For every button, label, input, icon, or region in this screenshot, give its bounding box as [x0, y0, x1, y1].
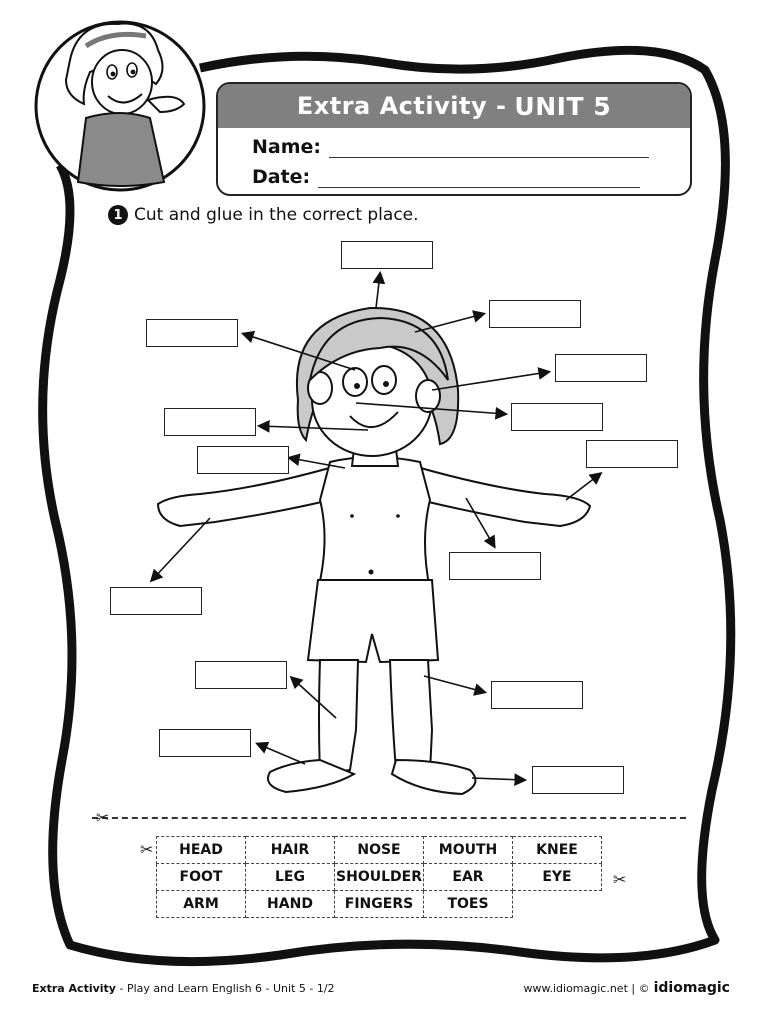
word-card[interactable]: KNEE: [513, 837, 602, 864]
cut-line: [92, 817, 686, 819]
activity-title: Extra Activity -: [296, 92, 507, 120]
word-card[interactable]: EAR: [424, 864, 513, 891]
footer-book-info: - Play and Learn English 6 - Unit 5 - 1/2: [115, 982, 335, 995]
word-card[interactable]: MOUTH: [424, 837, 513, 864]
scissors-icon: ✂: [96, 808, 110, 827]
word-cards-table: [156, 836, 602, 918]
label-box-knee[interactable]: [491, 681, 583, 709]
unit-label: UNIT 5: [514, 91, 612, 121]
scissors-icon: ✂: [140, 840, 154, 859]
footer-right: [524, 980, 731, 996]
word-row: [157, 837, 602, 864]
date-label: Date:: [252, 166, 311, 188]
empty-cell: [513, 891, 602, 918]
footer-website[interactable]: www.idiomagic.net | ©: [523, 981, 650, 995]
word-card[interactable]: TOES: [424, 891, 513, 918]
footer-activity: Extra Activity: [32, 982, 116, 995]
label-box-hair-top[interactable]: [341, 241, 433, 269]
word-card[interactable]: ARM: [157, 891, 246, 918]
name-label: Name:: [252, 136, 322, 158]
label-box-eye[interactable]: [146, 319, 238, 347]
word-card[interactable]: HEAD: [157, 837, 246, 864]
word-row: [157, 891, 602, 918]
label-box-ear[interactable]: [555, 354, 647, 382]
instruction-number: 1: [108, 205, 128, 225]
label-box-foot[interactable]: [159, 729, 251, 757]
word-card[interactable]: FINGERS: [335, 891, 424, 918]
label-box-shoulder[interactable]: [197, 446, 289, 474]
footer-left: [32, 982, 335, 995]
label-box-nose[interactable]: [511, 403, 603, 431]
label-box-hand[interactable]: [110, 587, 202, 615]
label-box-fingers[interactable]: [586, 440, 678, 468]
scissors-icon: ✂: [613, 870, 627, 889]
word-row: [157, 864, 602, 891]
label-box-mouth[interactable]: [164, 408, 256, 436]
brand-logo: idiomagic: [653, 980, 730, 996]
instruction-text: Cut and glue in the correct place.: [134, 205, 419, 225]
word-card[interactable]: NOSE: [335, 837, 424, 864]
word-card[interactable]: HAND: [246, 891, 335, 918]
word-card[interactable]: EYE: [513, 864, 602, 891]
label-box-arm[interactable]: [449, 552, 541, 580]
label-box-hair-right[interactable]: [489, 300, 581, 328]
word-card[interactable]: SHOULDER: [335, 864, 424, 891]
label-box-leg[interactable]: [195, 661, 287, 689]
word-card[interactable]: FOOT: [157, 864, 246, 891]
word-card[interactable]: HAIR: [246, 837, 335, 864]
label-box-toes[interactable]: [532, 766, 624, 794]
word-card[interactable]: LEG: [246, 864, 335, 891]
